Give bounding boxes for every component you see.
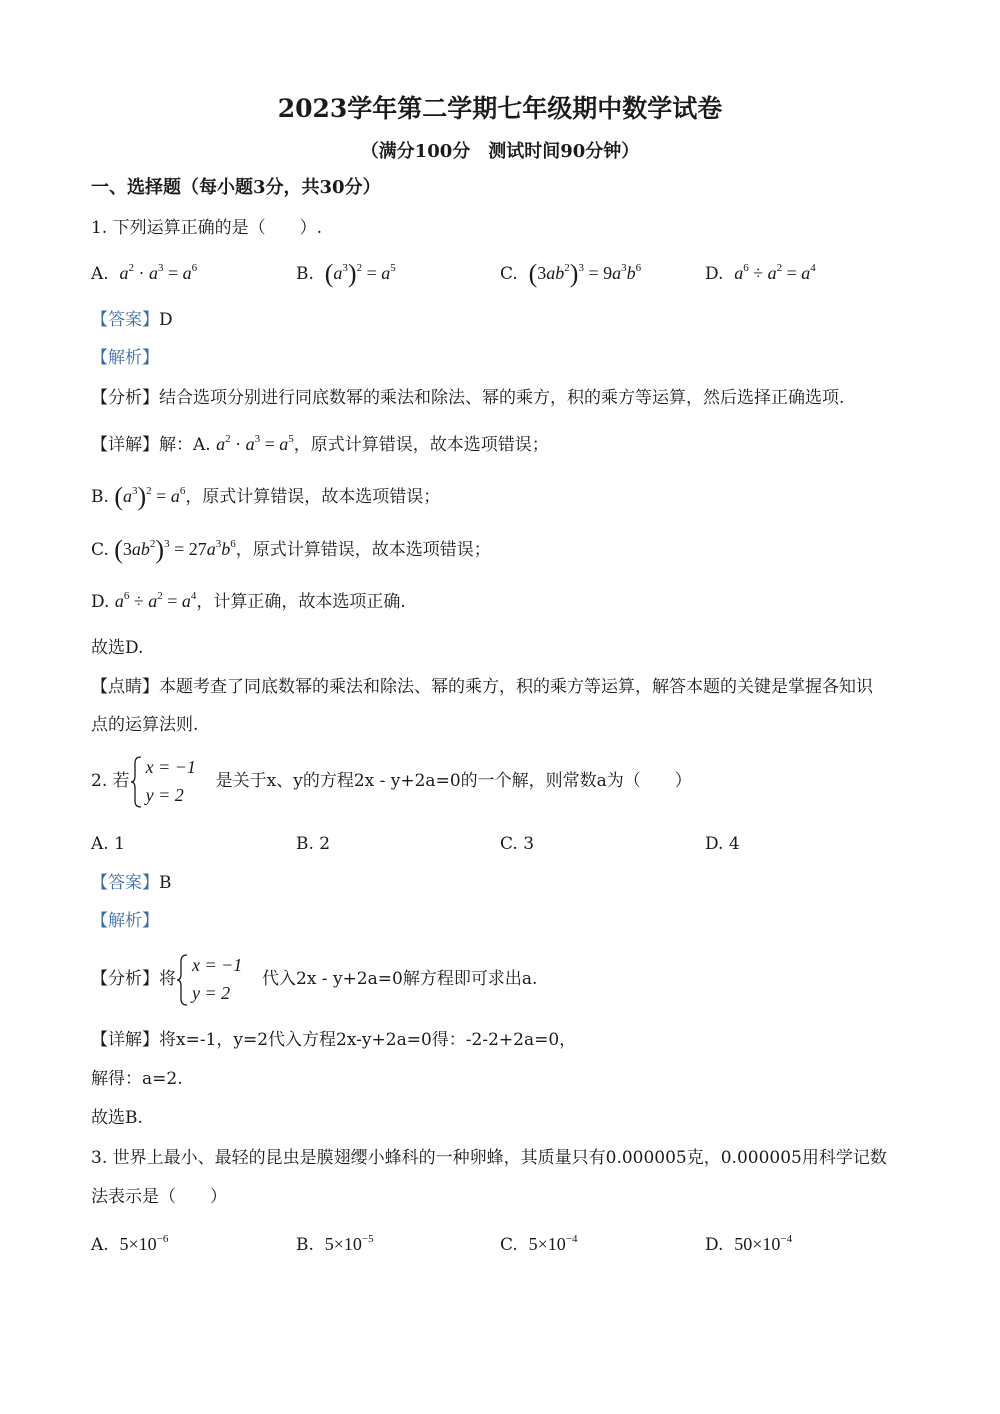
option-label: D. xyxy=(705,1235,724,1255)
q1-conclusion: 故选D. xyxy=(91,638,144,658)
q1-detail-b xyxy=(91,482,441,511)
q1-analysis-tag xyxy=(91,347,159,369)
option-label: B. xyxy=(296,1235,314,1255)
option-label: C. xyxy=(500,264,518,284)
q3-option-c xyxy=(500,1233,578,1256)
option-label: D. xyxy=(91,592,110,612)
q1-fenxi xyxy=(91,387,844,409)
detail-tag: 【详解】 xyxy=(91,435,159,455)
q2-fenxi xyxy=(91,953,537,1006)
q3-option-a-value xyxy=(120,1234,169,1254)
q2-detail-text: 将x=-1，y=2代入方程2x-y+2a=0得：-2-2+2a=0， xyxy=(159,1030,577,1050)
page-subtitle: （满分100分 测试时间90分钟） xyxy=(360,141,640,162)
q1-option-a xyxy=(91,262,197,285)
q1-fenxi-text: 结合选项分别进行同底数幂的乘法和除法、幂的乘方，积的乘方等运算，然后选择正确选项. xyxy=(159,388,845,408)
q2-stem-suffix: 是关于x、y的方程2x - y+2a=0的一个解，则常数a为（ ） xyxy=(215,771,692,791)
option-label: B. xyxy=(91,487,109,507)
q2-system-row-2: y = 2 xyxy=(145,784,184,805)
q2-option-a: A. 1 xyxy=(91,834,125,854)
q2-fenxi-row-1: x = −1 xyxy=(192,954,243,975)
q1-detail-prefix: 解：A. xyxy=(159,435,217,455)
exponent: −6 xyxy=(156,1233,169,1245)
q1-detail-a-text: ，原式计算错误，故本选项错误； xyxy=(293,435,549,455)
q3-option-c-value xyxy=(529,1234,578,1254)
q2-answer-value: B xyxy=(159,873,172,893)
detail-tag: 【详解】 xyxy=(91,1030,159,1050)
q2-fenxi-suffix: 代入2x - y+2a=0解方程即可求出a. xyxy=(262,969,538,989)
q1-detail-c-text: ，原式计算错误，故本选项错误； xyxy=(235,540,491,560)
q3-option-b xyxy=(296,1233,374,1256)
left-brace-icon xyxy=(130,756,142,808)
exponent: −4 xyxy=(565,1233,578,1245)
mantissa: 50×10 xyxy=(734,1234,781,1254)
q1-detail-c-formula: $(3ab^2)^3 = 27a^3b^6$ xyxy=(114,535,236,564)
exponent: −4 xyxy=(780,1233,793,1245)
option-label: A. xyxy=(91,1235,109,1255)
q1-detail-c xyxy=(91,535,491,564)
q2-fenxi-row-2: y = 2 xyxy=(192,982,231,1003)
q1-stem: 1. 下列运算正确的是（ ）. xyxy=(91,218,323,238)
q1-detail-d-text: ，计算正确，故本选项正确. xyxy=(196,592,406,612)
q2-option-c: C. 3 xyxy=(500,834,535,854)
q1-option-b-formula: $(a^3)^2 = a^5$ xyxy=(324,259,396,288)
exponent: −5 xyxy=(361,1233,374,1245)
q1-answer-value: D xyxy=(159,310,173,330)
q2-equation-system xyxy=(130,756,216,808)
q2-stem-prefix: 2. 若 xyxy=(91,771,130,791)
page-title: 2023学年第二学期七年级期中数学试卷 xyxy=(277,94,723,123)
q1-option-b xyxy=(296,259,396,288)
answer-tag: 【答案】 xyxy=(91,873,159,893)
q1-review-line-1 xyxy=(91,676,873,698)
option-label: C. xyxy=(91,540,109,560)
analysis-tag: 【解析】 xyxy=(91,348,159,368)
q3-option-b-value xyxy=(325,1234,374,1254)
mantissa: 5×10 xyxy=(324,1234,362,1254)
q3-option-d-value xyxy=(734,1234,792,1254)
q2-system-row-1: x = −1 xyxy=(145,756,196,777)
left-brace-icon xyxy=(176,954,188,1006)
q1-option-c-formula: $(3ab^2)^3 = 9a^3b^6$ xyxy=(528,259,642,288)
mantissa: 5×10 xyxy=(119,1234,157,1254)
q1-option-c xyxy=(500,259,642,288)
q1-review-text-1: 本题考查了同底数幂的乘法和除法、幂的乘方，积的乘方等运算，解答本题的关键是掌握各知识 xyxy=(159,677,873,697)
q1-option-d-formula: $a^6 \div a^2 = a^4$ xyxy=(734,262,816,283)
q1-detail-a xyxy=(91,433,549,456)
option-label: A. xyxy=(91,264,109,284)
q1-review-line-2: 点的运算法则. xyxy=(91,715,199,735)
q3-option-a xyxy=(91,1233,168,1256)
q1-answer xyxy=(91,309,173,331)
review-tag: 【点睛】 xyxy=(91,677,159,697)
q1-detail-d-formula: $a^6 \div a^2 = a^4$ xyxy=(114,590,197,611)
section-heading: 一、选择题（每小题3分，共30分） xyxy=(91,177,381,198)
q2-solve: 解得：a=2. xyxy=(91,1069,183,1089)
answer-tag: 【答案】 xyxy=(91,310,159,330)
fenxi-tag: 【分析】 xyxy=(91,969,159,989)
q2-fenxi-system xyxy=(176,954,262,1006)
q2-conclusion: 故选B. xyxy=(91,1108,143,1128)
q3-option-d xyxy=(705,1233,792,1256)
q2-option-b: B. 2 xyxy=(296,834,331,854)
option-label: B. xyxy=(296,264,314,284)
q1-option-a-formula: $a^2 \cdot a^3 = a^6$ xyxy=(119,262,198,283)
option-label: C. xyxy=(500,1235,518,1255)
option-label: D. xyxy=(705,264,724,284)
q1-detail-d xyxy=(91,590,406,613)
q2-option-d: D. 4 xyxy=(705,834,740,854)
q2-stem xyxy=(91,755,692,808)
q1-detail-a-formula: $a^2 \cdot a^3 = a^5$ xyxy=(216,433,294,454)
analysis-tag: 【解析】 xyxy=(91,911,159,931)
fenxi-tag: 【分析】 xyxy=(91,388,159,408)
q1-option-d xyxy=(705,262,816,285)
q2-analysis-tag xyxy=(91,910,159,932)
q1-detail-b-text: ，原式计算错误，故本选项错误； xyxy=(185,487,441,507)
q2-answer xyxy=(91,872,172,894)
q2-detail xyxy=(91,1029,576,1051)
q1-detail-b-formula: $(a^3)^2 = a^6$ xyxy=(114,482,186,511)
q2-fenxi-prefix: 将 xyxy=(159,969,176,989)
q3-stem-line-2: 法表示是（ ） xyxy=(91,1187,227,1207)
mantissa: 5×10 xyxy=(528,1234,566,1254)
q3-stem-line-1: 3. 世界上最小、最轻的昆虫是膜翅缨小蜂科的一种卵蜂，其质量只有0.000005克，0.000005用科学记数 xyxy=(91,1148,887,1168)
